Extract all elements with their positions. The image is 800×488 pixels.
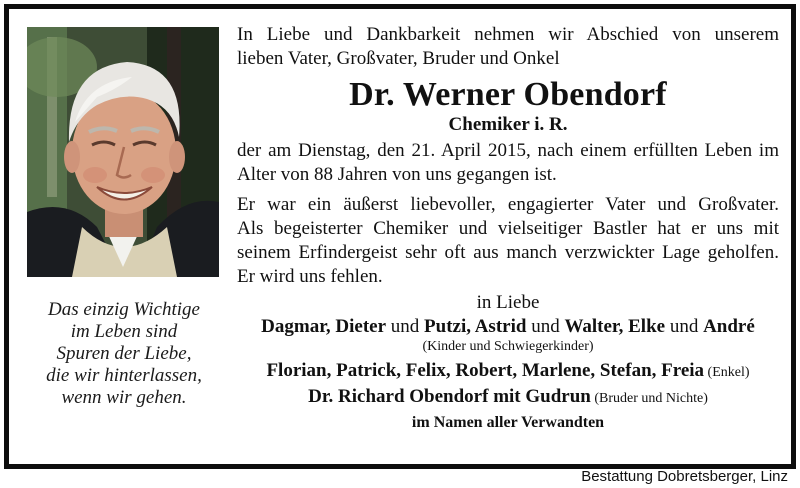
memorial-quote: [21, 299, 227, 409]
children-note: (Kinder und Schwiegerkinder): [422, 339, 594, 354]
mourners-children: [237, 315, 779, 339]
mourner-names: Dagmar, Dieter: [261, 316, 387, 337]
quote-line: Spuren der Liebe,: [56, 343, 192, 364]
tribute-line: Als begeisterter Chemiker und vielseitiger Bastler hat er uns mit: [237, 218, 779, 239]
tribute-line: seinem Erfindergeist sehr oft aus manch verzwickter Lage geholfen.: [237, 242, 779, 263]
deceased-name: Dr. Werner Obendorf: [349, 76, 667, 113]
intro-line: lieben Vater, Großvater, Bruder und Onkel: [237, 48, 560, 69]
brother-name: Dr. Richard Obendorf mit Gudrun: [308, 386, 591, 407]
mourner-names: Walter, Elke: [564, 316, 666, 337]
tribute-line: Er wird uns fehlen.: [237, 266, 383, 287]
obituary-text: [237, 23, 779, 433]
grandchildren-note: (Enkel): [704, 365, 750, 380]
funeral-home-credit: Bestattung Dobretsberger, Linz: [581, 468, 788, 485]
relatives-line: im Namen aller Verwandten: [411, 414, 605, 431]
brother-note: (Bruder und Nichte): [590, 391, 708, 406]
mourner-conjunction: und: [386, 316, 425, 337]
portrait-photo: [27, 27, 219, 277]
mourners-grandchildren: [237, 359, 779, 383]
deceased-occupation: Chemiker i. R.: [448, 114, 568, 135]
quote-line: wenn wir gehen.: [61, 387, 187, 408]
obituary-card: [4, 4, 796, 469]
mourner-conjunction: und: [665, 316, 704, 337]
tribute-line: Er war ein äußerst liebevoller, engagierter Vater und Großvater.: [237, 194, 779, 215]
death-notice-line: Alter von 88 Jahren von uns gegangen ist.: [237, 164, 557, 185]
mourners-brother: [237, 385, 779, 409]
mourner-names: Putzi, Astrid: [424, 316, 527, 337]
quote-line: die wir hinterlassen,: [46, 365, 202, 386]
grandchildren-names: Florian, Patrick, Felix, Robert, Marlene, Stefan, Freia: [266, 360, 705, 381]
quote-line: Das einzig Wichtige: [48, 299, 200, 320]
mourner-conjunction: und: [526, 316, 565, 337]
death-notice-line: der am Dienstag, den 21. April 2015, nach einem erfüllten Leben im: [237, 140, 779, 161]
intro-line: In Liebe und Dankbarkeit nehmen wir Abschied von unserem: [237, 24, 779, 45]
mourner-names: André: [703, 316, 755, 337]
quote-line: im Leben sind: [70, 321, 178, 342]
closing-phrase: in Liebe: [476, 292, 540, 313]
